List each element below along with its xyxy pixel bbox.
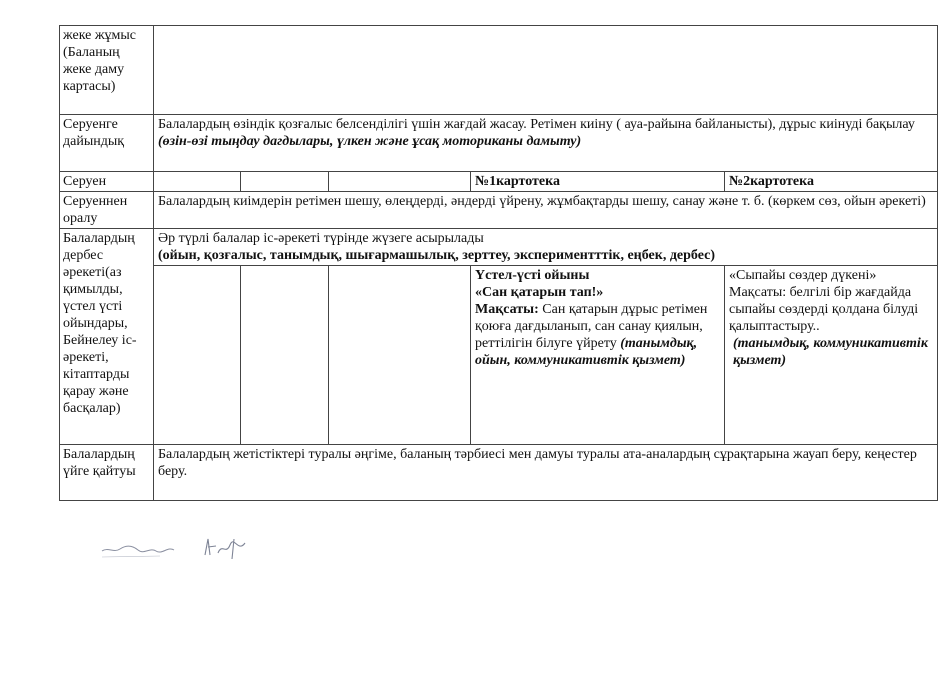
game-2-cell [725,266,938,445]
plan-table [59,25,938,501]
going-home-label: Балалардың үйге қайтуы [60,445,154,501]
games-cell-empty-2 [241,266,329,445]
independent-text: Әр түрлі балалар іс-әрекеті түрінде жүзеге асырылады [158,231,484,246]
row-return [60,192,938,229]
independent-label: Балалардың дербес әрекеті(аз қимылды, үстел үсті ойындары, Бейнелеу іс- әрекеті, кітаптарды қарау және басқалар) [60,229,154,445]
daily-plan-document [59,25,937,501]
row-independent-header [60,229,938,266]
game-2-tags: (танымдық, коммуникативтік қызмет) [733,336,928,368]
return-label: Серуеннен оралу [60,192,154,229]
handwritten-signature [100,535,250,565]
row-individual-work [60,26,938,115]
game-1-title: «Сан қатарын тап!» [475,285,604,300]
walk-card-1: №1картотека [471,172,725,192]
game-1-goal-text: Сан қатарын дұрыс ретімен қоюға дағдыланып, сан санау қиялын, реттілігін білуге үйрету [475,302,708,351]
independent-content [154,229,938,266]
individual-work-label: жеке жұмыс (Баланың жеке даму картасы) [60,26,154,115]
games-cell-empty-1 [154,266,241,445]
walk-prep-label: Серуенге дайындық [60,115,154,172]
games-cell-empty-3 [329,266,471,445]
walk-label: Серуен [60,172,154,192]
going-home-content: Балалардың жетістіктері туралы әңгіме, баланың тәрбиесі мен дамуы туралы ата-аналардың сұрақтарына жауап беру, кеңестер беру. [154,445,938,501]
individual-work-content [154,26,938,115]
return-content: Балалардың киімдерін ретімен шешу, өлеңдерді, әндерді үйрену, жұмбақтарды шешу, санау және т. б. (көркем сөз, ойын әрекеті) [154,192,938,229]
walk-cell-empty-1 [154,172,241,192]
game-1-cell [471,266,725,445]
row-walk [60,172,938,192]
game-2-goal: Мақсаты: белгілі бір жағдайда сыпайы сөздерді қолдана білуді қалыптастыру.. [729,285,919,334]
independent-note: (ойын, қозғалыс, танымдық, шығармашылық, зерттеу, экспериментттік, еңбек, дербес) [158,248,715,263]
game-1-goal [475,301,720,369]
row-going-home [60,445,938,501]
walk-cell-empty-3 [329,172,471,192]
row-independent-games [60,266,938,445]
walk-cell-empty-2 [241,172,329,192]
walk-prep-content [154,115,938,172]
walk-prep-text: Балалардың өзіндік қозғалыс белсенділігі үшін жағдай жасау. Ретімен киіну ( ауа-райына байланысты), дұрыс киінуді бақылау [158,117,915,132]
walk-prep-note: (өзін-өзі тыңдау дагдылары, үлкен және ұсақ моториканы дамыту) [158,134,582,149]
row-walk-prep [60,115,938,172]
game-2-title: «Сыпайы сөздер дүкені» [729,268,877,283]
walk-card-2: №2картотека [725,172,938,192]
game-1-goal-label: Мақсаты: [475,302,539,317]
game-1-tags: (танымдық, ойын, коммуникативтік қызмет) [475,336,698,368]
game-1-type: Үстел-үсті ойыны [475,268,590,283]
